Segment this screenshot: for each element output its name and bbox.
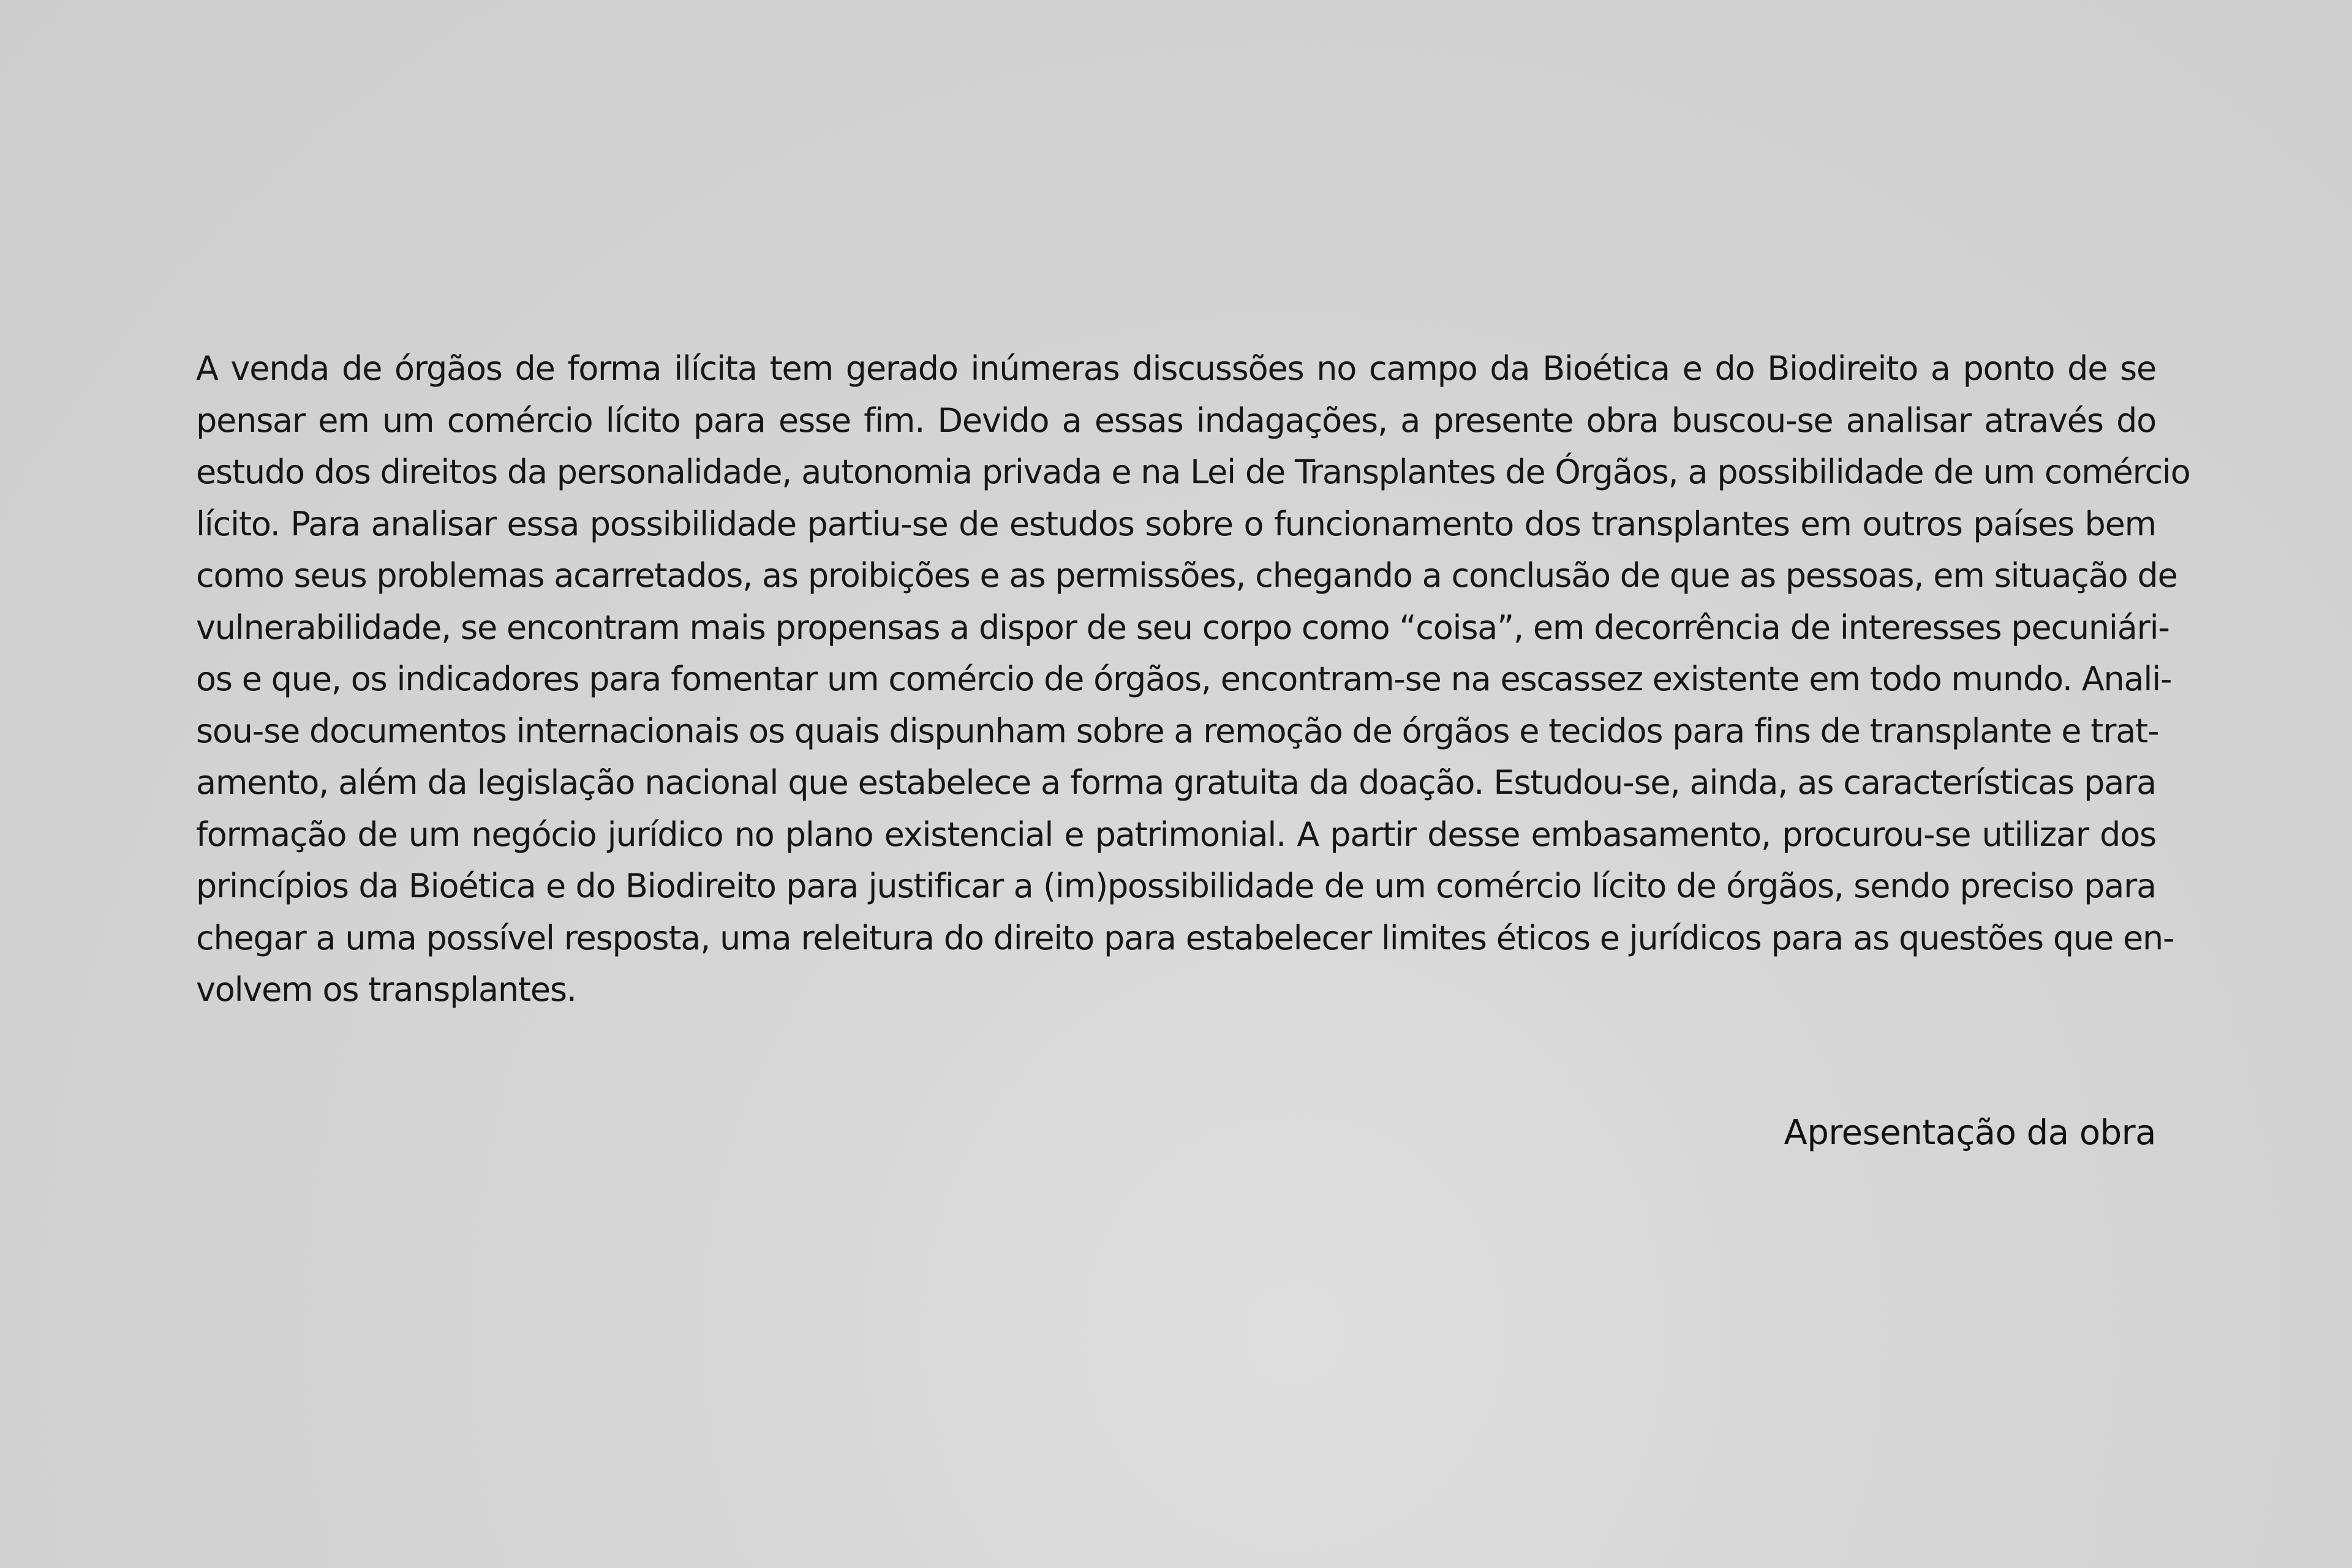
paragraph-line: chegar a uma possível resposta, uma releitura do direito para estabelecer limites éticos e jurídicos para as questões que en- bbox=[196, 918, 2174, 957]
paragraph-line: os e que, os indicadores para fomentar um comércio de órgãos, encontram-se na escassez existente em todo mundo. Anali- bbox=[196, 660, 2172, 698]
caption-label: Apresentação da obra bbox=[1784, 1113, 2156, 1153]
paragraph-line: princípios da Bioética e do Biodireito para justificar a (im)possibilidade de um comércio lícito de órgãos, sendo preciso para bbox=[196, 867, 2156, 905]
paragraph-line: volvem os transplantes. bbox=[196, 970, 576, 1009]
paragraph-line: estudo dos direitos da personalidade, autonomia privada e na Lei de Transplantes de Órgãos, a possibilidade de um comércio bbox=[196, 453, 2190, 491]
paragraph-line: amento, além da legislação nacional que estabelece a forma gratuita da doação. Estudou-se, ainda, as características para bbox=[196, 763, 2156, 802]
paragraph-line: vulnerabilidade, se encontram mais propensas a dispor de seu corpo como “coisa”, em decorrência de interesses pecuniári- bbox=[196, 608, 2169, 647]
paragraph-line: lícito. Para analisar essa possibilidade partiu-se de estudos sobre o funcionamento dos transplantes em outros países bem bbox=[196, 504, 2156, 543]
paragraph-line: pensar em um comércio lícito para esse fim. Devido a essas indagações, a presente obra buscou-se analisar através do bbox=[196, 401, 2156, 440]
abstract-paragraph bbox=[196, 343, 2190, 1016]
paragraph-line: formação de um negócio jurídico no plano existencial e patrimonial. A partir desse embasamento, procurou-se utilizar dos bbox=[196, 815, 2156, 854]
paragraph-line: A venda de órgãos de forma ilícita tem gerado inúmeras discussões no campo da Bioética e do Biodireito a ponto de se bbox=[196, 349, 2156, 388]
paragraph-line: sou-se documentos internacionais os quais dispunham sobre a remoção de órgãos e tecidos para fins de transplante e trat- bbox=[196, 711, 2159, 750]
paragraph-line: como seus problemas acarretados, as proibições e as permissões, chegando a conclusão de que as pessoas, em situação de bbox=[196, 556, 2177, 595]
